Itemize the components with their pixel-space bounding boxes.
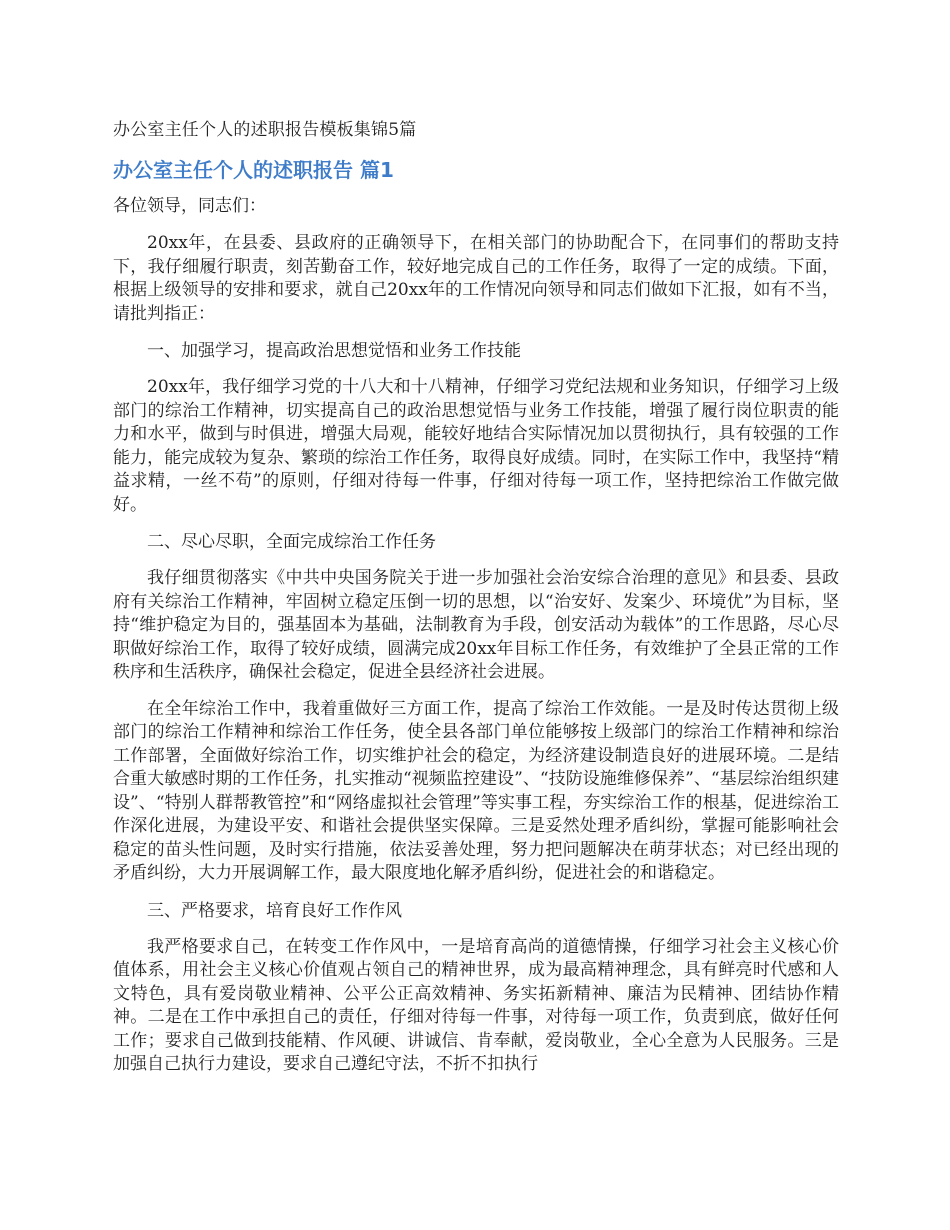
section-heading: 办公室主任个人的述职报告 篇1 <box>113 158 394 182</box>
subheading-duty: 二、尽心尽职，全面完成综治工作任务 <box>147 532 436 552</box>
paragraph-study: 20xx年，我仔细学习党的十八大和十八精神，仔细学习党纪法规和业务知识，仔细学习上级部门的综治工作精神，切实提高自己的政治思想觉悟与业务工作技能，增强了履行岗位职责的能力和水平，做到与时俱进，增强大局观，能较好地结合实际情况加以贯彻执行，具有较强的工作能力，能完成较为复杂、繁琐的综治工作任务，取得良好成绩。同时，在实际工作中，我坚持“精益求精，一丝不苟”的原则，仔细对待每一件事，仔细对待每一项工作，坚持把综治工作做完做好。 <box>113 377 839 515</box>
document-title: 办公室主任个人的述职报告模板集锦5篇 <box>113 120 417 140</box>
subheading-style: 三、严格要求，培育良好工作作风 <box>147 900 402 921</box>
paragraph-style: 我严格要求自己，在转变工作作风中，一是培育高尚的道德情操，仔细学习社会主义核心价值体系，用社会主义核心价值观占领自己的精神世界，成为最高精神理念，具有鲜亮时代感和人文特色，具有爱岗敬业精神、公平公正高效精神、务实拓新精神、廉洁为民精神、团结协作精神。二是在工作中承担自己的责任，仔细对待每一件事，对待每一项工作，负责到底，做好任何工作；要求自己做到技能精、作风硬、讲诚信、肯奉献，爱岗敬业，全心全意为人民服务。三是加强自己执行力建设，要求自己遵纪守法，不折不扣执行 <box>113 936 839 1074</box>
paragraph-three-aspects: 在全年综治工作中，我着重做好三方面工作，提高了综治工作效能。一是及时传达贯彻上级部门的综治工作精神和综治工作任务，使全县各部门单位能够按上级部门的综治工作精神和综治工作部署，全面做好综治工作，切实维护社会的稳定，为经济建设制造良好的进展环境。二是结合重大敏感时期的工作任务，扎实推动“视频监控建设”、“技防设施维修保养”、“基层综治组织建设”、“特别人群帮教管控”和“网络虚拟社会管理”等实事工程，夯实综治工作的根基，促进综治工作深化进展，为建设平安、和谐社会提供坚实保障。三是妥然处理矛盾纠纷，掌握可能影响社会稳定的苗头性问题，及时实行措施，依法妥善处理，努力把问题解决在萌芽状态；对已经出现的矛盾纠纷，大力开展调解工作，最大限度地化解矛盾纠纷，促进社会的和谐稳定。 <box>113 698 839 883</box>
paragraph-intro: 20xx年，在县委、县政府的正确领导下，在相关部门的协助配合下，在同事们的帮助支持下，我仔细履行职责，刻苦勤奋工作，较好地完成自己的工作任务，取得了一定的成绩。下面，根据上级领导的安排和要求，就自己20xx年的工作情况向领导和同志们做如下汇报，如有不当，请批判指正： <box>113 233 839 324</box>
paragraph-duty: 我仔细贯彻落实《中共中央国务院关于进一步加强社会治安综合治理的意见》和县委、县政府有关综治工作精神，牢固树立稳定压倒一切的思想，以“治安好、发案少、环境优”为目标，坚持“维护稳定为目的，强基固本为基础，法制教育为手段，创安活动为载体”的工作思路，尽心尽职做好综治工作，取得了较好成绩，圆满完成20xx年目标工作任务，有效维护了全县正常的工作秩序和生活秩序，确保社会稳定，促进全县经济社会进展。 <box>113 568 839 682</box>
document-page <box>113 118 839 1090</box>
salutation: 各位领导，同志们： <box>113 196 266 216</box>
subheading-study: 一、加强学习，提高政治思想觉悟和业务工作技能 <box>147 341 521 361</box>
